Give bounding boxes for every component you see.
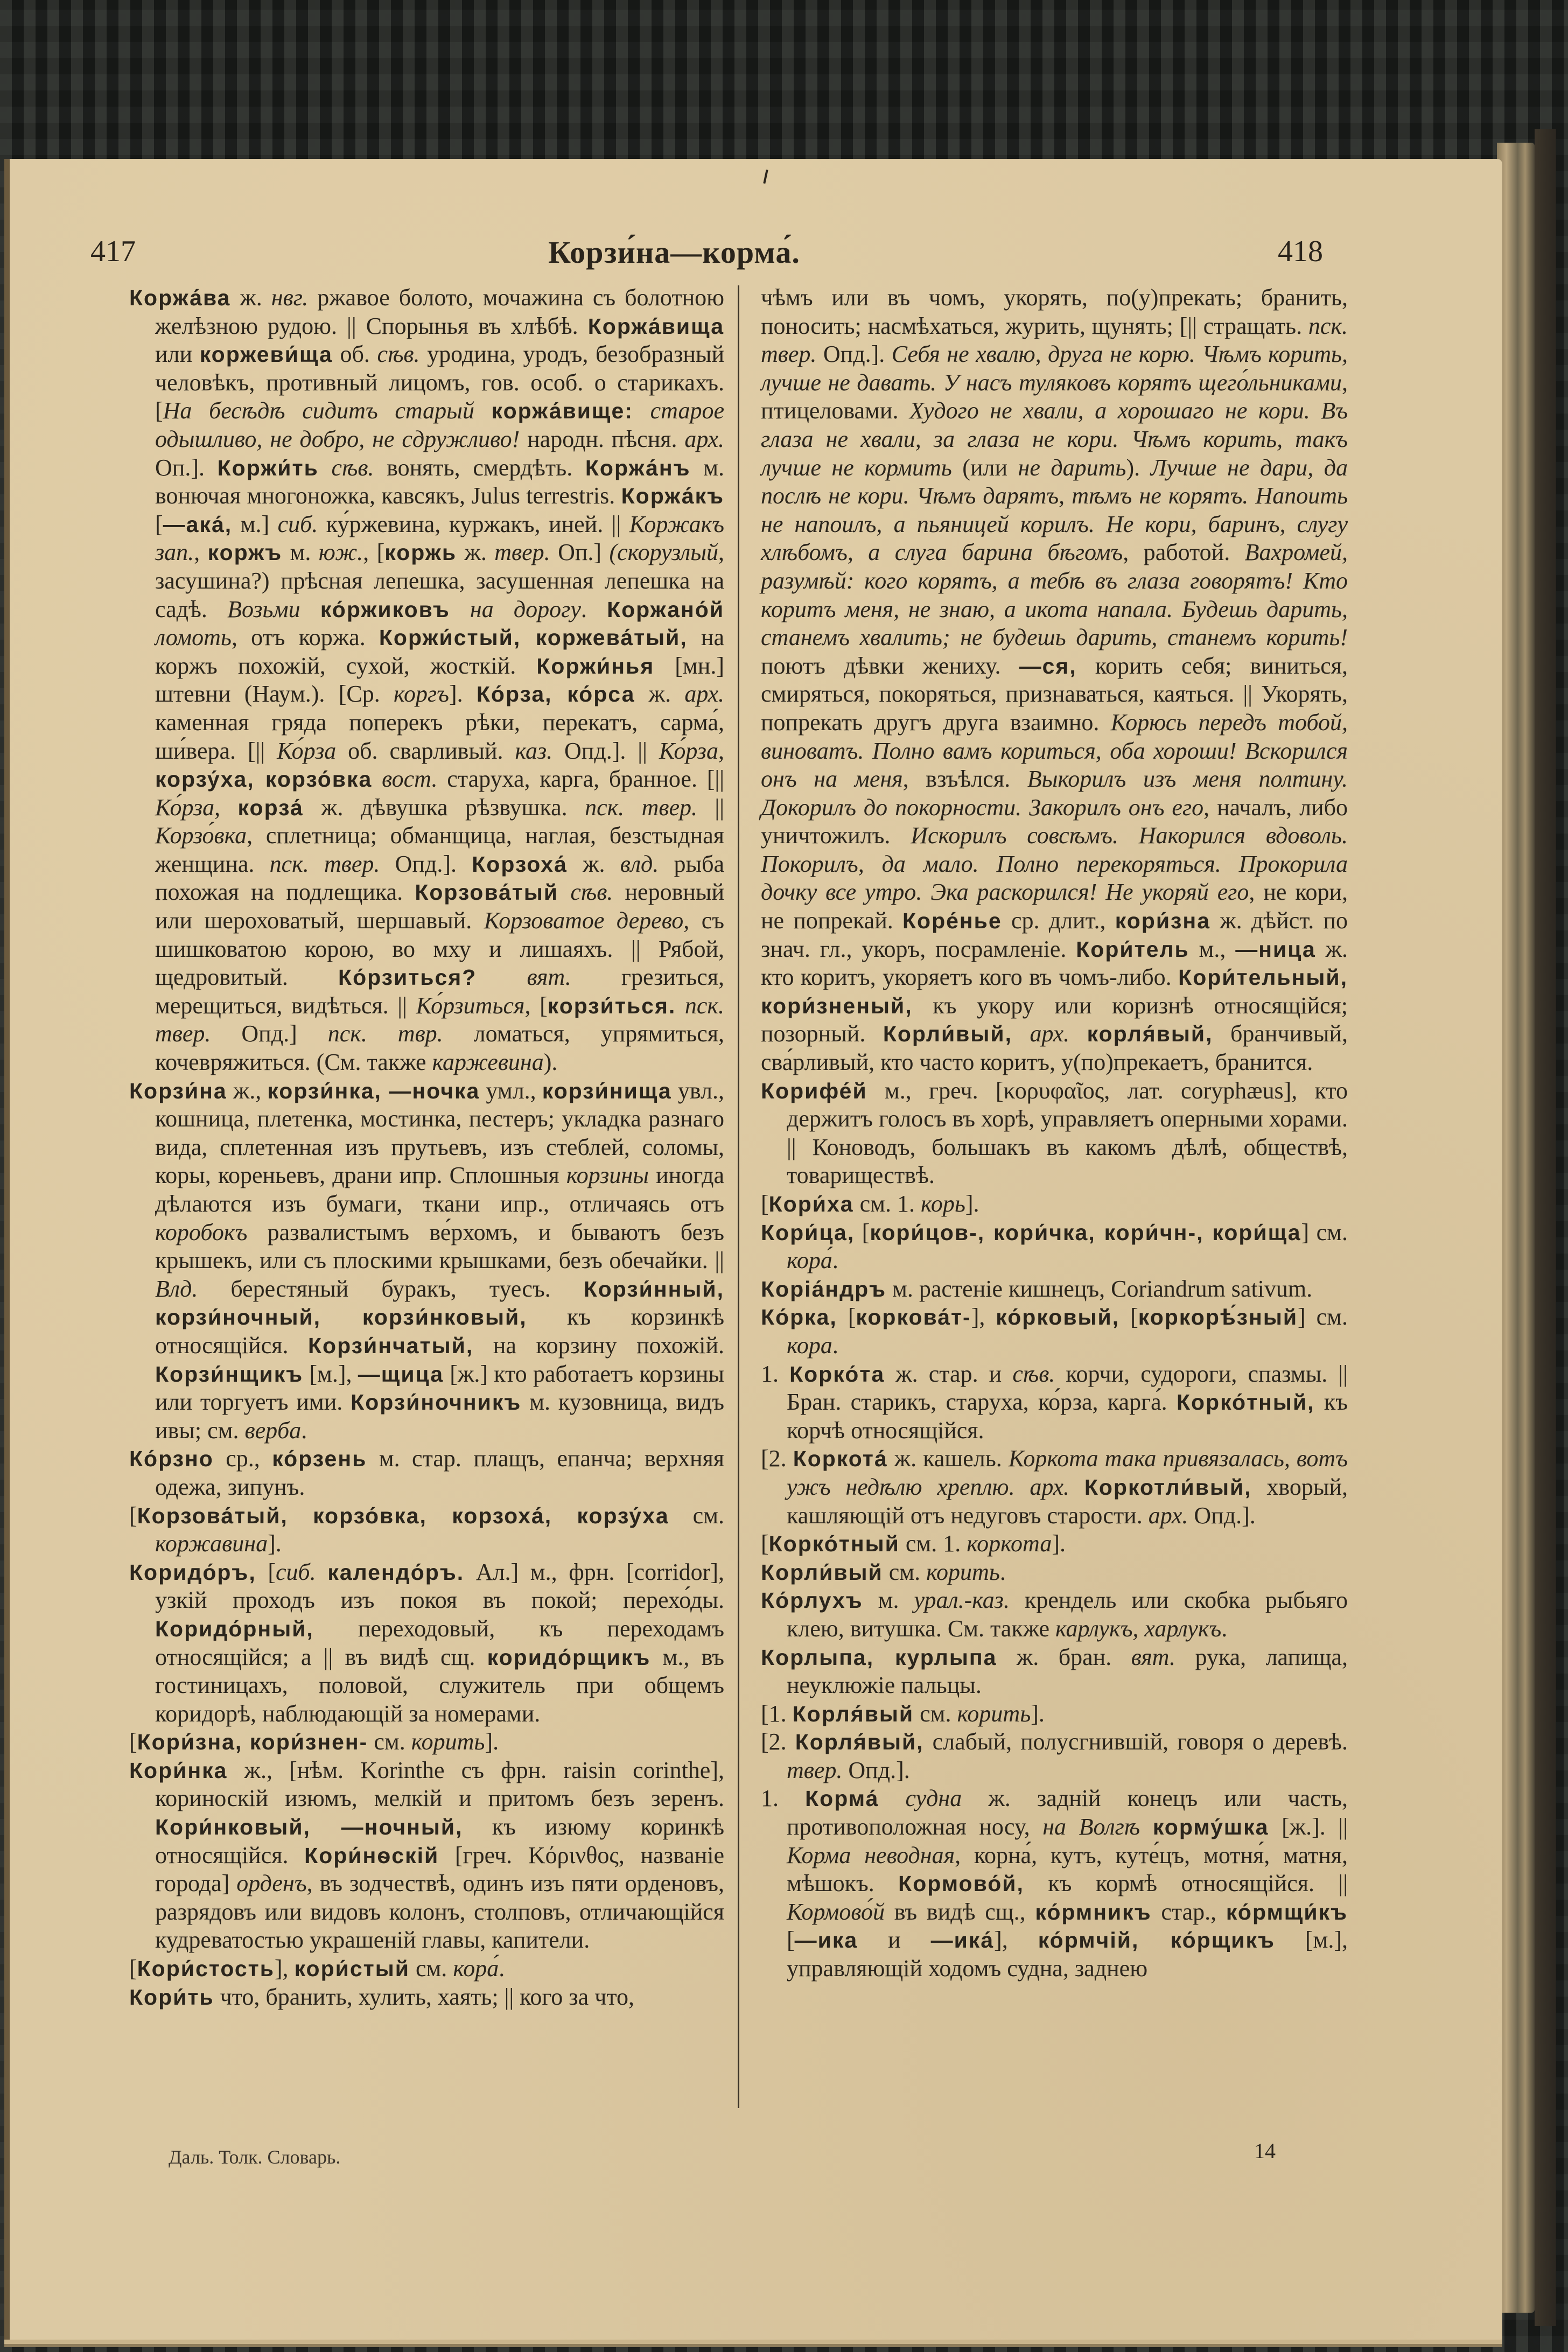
dictionary-page	[4, 159, 1502, 2340]
dictionary-entry: [1. Корля́вый см. корить].	[761, 1700, 1045, 1727]
column-divider	[738, 285, 739, 2108]
dictionary-entry: Кори́ца, [кори́цов-, кори́чка, кори́чн-, кори́ща] см. кора́.	[761, 1219, 1348, 1274]
dictionary-entry: 1. Корко́та ж. стар. и сѣв. корчи, судороги, спазмы. || Бран. старикъ, старуха, ко́рза, карга́. Корко́тный, къ корчѣ относящійся.	[761, 1360, 1348, 1444]
dictionary-entry: [Кори́зна, кори́знен- см. корить].	[129, 1728, 499, 1755]
running-head: Корзи́на—корма́.	[548, 235, 800, 270]
dictionary-entry: Коржа́ва ж. нвг. ржавое болото, мочажина съ болотною желѣзною рудою. || Спорынья въ хлѣбѣ. Коржа́вища или коржеви́ща об. сѣв. уродина, уродъ, безобразный человѣкъ, противный лицомъ, гов. особ. о старикахъ. [На бесѣдѣ сидитъ старый коржа́вище: старое одышливо, не добро, не сдружливо! народн. пѣсня. арх. Оп.]. Коржи́ть сѣв. вонять, смердѣть. Коржа́нъ м. вонючая многоножка, кавсякъ, Julus terrestris. Коржа́къ [—ака́, м.] сиб. ку́ржевина, куржакъ, иней. || Коржакъ зап., коржъ м. юж., [коржь ж. твер. Оп.] (скорузлый, засушина?) прѣсная лепешка, засушенная лепешка на садѣ. Возьми ко́ржиковъ на дорогу. Коржано́й ломоть, отъ коржа. Коржи́стый, коржева́тый, на коржъ похожій, сухой, жосткій. Коржи́нья [мн.] штевни (Наум.). [Ср. коргъ]. Ко́рза, ко́рса ж. арх. каменная гряда поперекъ рѣки, перекатъ, сарма́, ши́вера. [|| Ко́рза об. сварливый. каз. Опд.]. || Ко́рза, корзу́ха, корзо́вка вост. старуха, карга, бранное. [|| Ко́рза, корза́ ж. дѣвушка рѣзвушка. пск. твер. || Корзо́вка, сплетница; обманщица, наглая, безстыдная женщина. пск. твер. Опд.]. Корзоха́ ж. влд. рыба похожая на подлещика. Корзова́тый сѣв. неровный или шероховатый, шершавый. Корзоватое дерево, съ шишковатою корою, во мху и лишаяхъ. || Рябой, щедровитый. Ко́рзиться? вят. грезиться, мерещиться, видѣться. || Ко́рзиться, [корзи́ться. пск. твер. Опд.] пск. твр. ломаться, упрямиться, кочевряжиться. (См. также каржевина).	[129, 284, 725, 1076]
left-column	[129, 284, 724, 2011]
right-column	[761, 284, 1348, 1983]
dictionary-entry: [Корзова́тый, корзо́вка, корзоха́, корзу́ха см. коржавина].	[129, 1502, 724, 1557]
page-number-right: 418	[1278, 235, 1323, 268]
dictionary-entry: Корлыпа, курлыпа ж. бран. вят. рука, лапища, неуклюжіе пальцы.	[761, 1643, 1348, 1699]
dictionary-entry: Кори́нка ж., [нѣм. Korinthe съ фрн. raisin corinthe], кориноскій изюмъ, мелкій и притомъ безъ зеренъ. Кори́нковый, —ночный, къ изюму коринкѣ относящійся. Кори́нѳскій [греч. Κόρινθος, названіе города] орденъ, въ зодчествѣ, одинъ изъ пяти орденовъ, разрядовъ или видовъ колонъ, столповъ, отличающійся кудреватостью украшеній главы, капители.	[129, 1756, 724, 1954]
dictionary-entry: Коридо́ръ, [сиб. календо́ръ. Ал.] м., фрн. [corridor], узкій проходъ изъ покоя въ покой; перехо́ды. Коридо́рный, переходовый, къ переходамъ относящійся; а || въ видѣ сщ. коридо́рщикъ м., въ гостиницахъ, половой, служитель при общемъ коридорѣ, наблюдающій за номерами.	[129, 1558, 724, 1727]
book-cover-edge	[1535, 129, 1556, 2326]
dictionary-entry: Корифе́й м., греч. [κορυφαῖος, лат. coryphæus], кто держитъ голосъ въ хорѣ, управляетъ оперными хорами. || Коноводъ, большакъ въ какомъ дѣлѣ, обществѣ, товариществѣ.	[761, 1077, 1348, 1189]
dictionary-entry: [2. Коркота́ ж. кашель. Коркота така привязалась, вотъ ужъ недѣлю хреплю. арх. Коркотли́вый, хворый, кашляющій отъ недуговъ старости. арх. Опд.].	[761, 1445, 1348, 1529]
ink-mark	[763, 170, 768, 184]
signature-mark: 14	[1254, 2139, 1276, 2163]
page-stack-edge	[1497, 143, 1535, 2313]
imprint-footer: Даль. Толк. Словарь.	[169, 2146, 341, 2168]
dictionary-entry: Кори́ть что, бранить, хулить, хаять; || кого за что,	[129, 1983, 634, 2010]
dictionary-entry: Корзи́на ж., корзи́нка, —ночка умл., корзи́нища увл., кошница, плетенка, мостинка, пестеръ; укладка разнаго вида, сплетенная изъ прутьевъ, изъ стеблей, соломы, коры, кореньевъ, драни ипр. Сплошныя корзины иногда дѣлаются изъ бумаги, ткани ипр., отличаясь отъ коробокъ развалистымъ ве́рхомъ, и бываютъ безъ крышекъ, или съ плоскими крышками, безъ обечайки. || Влд. берестяный буракъ, туесъ. Корзи́нный, корзи́ночный, корзи́нковый, къ корзинкѣ относящійся. Корзи́нчатый, на корзину похожій. Корзи́нщикъ [м.], —щица [ж.] кто работаетъ корзины или торгуетъ ими. Корзи́ночникъ м. кузовница, видъ ивы; см. верба.	[129, 1077, 724, 1444]
dictionary-entry: 1. Корма́ судна ж. задній конецъ или часть, противоположная носу, на Волгѣ корму́шка [ж.]. || Корма неводная, корна́, кутъ, куте́цъ, мотня́, матня, мѣшокъ. Кормово́й, къ кормѣ относящійся. || Кормово́й въ видѣ сщ., ко́рмникъ стар., ко́рмщи́къ [—ика и —ика́], ко́рмчій, ко́рщикъ [м.], управляющій ходомъ судна, заднею	[761, 1785, 1348, 1982]
dictionary-entry: Коріа́ндръ м. растеніе кишнецъ, Coriandrum sativum.	[761, 1275, 1313, 1302]
dictionary-entry: [Кори́стость], кори́стый см. кора́.	[129, 1955, 505, 1982]
dictionary-entry: чѣмъ или въ чомъ, укорять, по(у)прекать; бранить, поносить; насмѣхаться, журить, щунять; [|| стращать. пск. твер. Опд.]. Себя не хвалю, друга не корю. Чѣмъ корить, лучше не давать. У насъ туляковъ корятъ щего́льниками, птицеловами. Худого не хвали, а хорошаго не кори. Въ глаза не хвали, за глаза не кори. Чѣмъ корить, такъ лучше не кормить (или не дарить). Лучше не дари, да послѣ не кори. Чѣмъ дарятъ, тѣмъ не корятъ. Напоить не напоилъ, а пьяницей корилъ. Не кори, баринъ, слугу хлѣбомъ, а слуга барина бѣгомъ, работой. Вахромей, разумѣй: кого корятъ, а тебѣ въ глаза говорятъ! Кто коритъ меня, не знаю, а икота напала. Будешь дарить, станемъ хвалить; не будешь дарить, станемъ корить! поютъ дѣвки жениху. —ся, корить себя; виниться, смиряться, покоряться, признаваться, каяться. || Укорять, попрекать другъ друга взаимно. Корюсь передъ тобой, виноватъ. Полно вамъ кориться, оба хороши! Вскорился онъ на меня, взъѣлся. Выкорилъ изъ меня полтину. Докорилъ до покорности. Закорилъ онъ его, началъ, либо уничтожилъ. Искорилъ совсѣмъ. Накорился вдоволь. Покорилъ, да мало. Полно перекоряться. Прокорила дочку все утро. Эка раскорился! Не укоряй его, не кори, не попрекай. Коре́нье ср. длит., кори́зна ж. дѣйст. по знач. гл., укоръ, посрамленіе. Кори́тель м., —ница ж. кто коритъ, укоряетъ кого въ чомъ-либо. Кори́тельный, кори́зненый, къ укору или коризнѣ относящійся; позорный. Корли́вый, арх. корля́вый, бранчивый, сва́рливый, кто часто коритъ, у(по)прекаетъ, бранится.	[761, 284, 1348, 1076]
page-number-left: 417	[90, 235, 136, 268]
dictionary-entry: [Кори́ха см. 1. корь].	[761, 1191, 979, 1217]
dictionary-entry: [Корко́тный см. 1. коркота].	[761, 1530, 1066, 1557]
page-header	[10, 234, 1502, 272]
dictionary-entry: Ко́рзно ср., ко́рзень м. стар. плащъ, епанча; верхняя одежа, зипунъ.	[129, 1445, 724, 1500]
dictionary-entry: Корли́вый см. корить.	[761, 1558, 1006, 1585]
dictionary-entry: [2. Корля́вый, слабый, полусгнившій, говоря о деревѣ. твер. Опд.].	[761, 1728, 1348, 1783]
dictionary-entry: Ко́рка, [коркова́т-], ко́рковый, [коркорѣ́зный] см. кора.	[761, 1304, 1348, 1359]
dictionary-entry: Ко́рлухъ м. урал.-каз. крендель или скобка рыбьяго клею, витушка. См. также карлукъ, харлукъ.	[761, 1587, 1348, 1642]
